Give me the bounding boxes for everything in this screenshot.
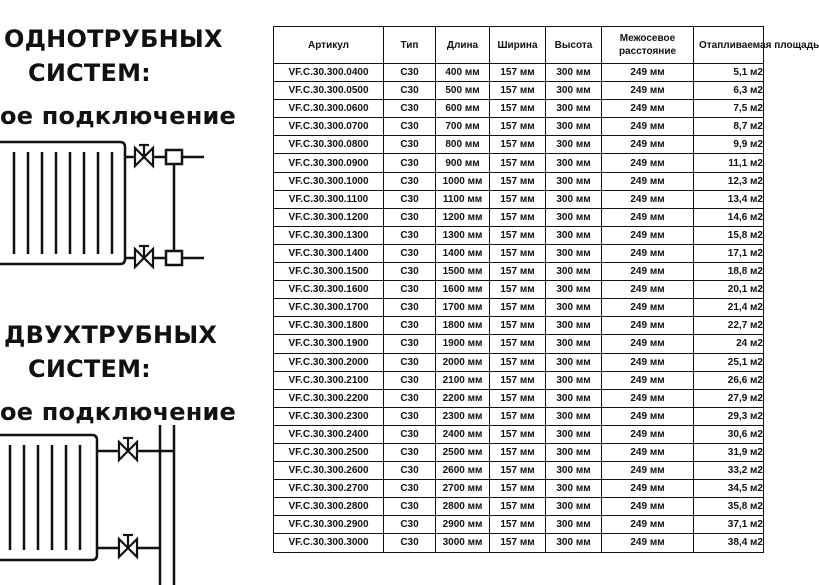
- length-cell: 2100 мм: [436, 371, 490, 389]
- connection-diagrams-panel: [0, 0, 270, 584]
- length-cell: 1600 мм: [436, 281, 490, 299]
- article-cell: VF.C.30.300.0900: [274, 154, 384, 172]
- article-cell: VF.C.30.300.3000: [274, 534, 384, 552]
- center-distance-cell: 249 мм: [602, 498, 694, 516]
- article-cell: VF.C.30.300.2000: [274, 353, 384, 371]
- width-cell: 157 мм: [490, 443, 546, 461]
- width-cell: 157 мм: [490, 498, 546, 516]
- center-distance-cell: 249 мм: [602, 407, 694, 425]
- article-cell: VF.C.30.300.1100: [274, 190, 384, 208]
- article-cell: VF.C.30.300.2200: [274, 389, 384, 407]
- article-cell: VF.C.30.300.1900: [274, 335, 384, 353]
- article-cell: VF.C.30.300.1000: [274, 172, 384, 190]
- height-cell: 300 мм: [546, 208, 602, 226]
- type-cell: C30: [384, 190, 436, 208]
- height-cell: 300 мм: [546, 172, 602, 190]
- section1-title-line2: СИСТЕМ:: [28, 59, 151, 87]
- height-cell: 300 мм: [546, 136, 602, 154]
- radiator-outline: [0, 435, 97, 560]
- width-cell: 157 мм: [490, 281, 546, 299]
- valve-icon: [135, 145, 153, 166]
- length-cell: 1700 мм: [436, 299, 490, 317]
- center-distance-cell: 249 мм: [602, 263, 694, 281]
- table-row: [274, 407, 764, 425]
- heated-area-cell: 17,1 м2: [694, 244, 764, 262]
- width-cell: 157 мм: [490, 407, 546, 425]
- table-row: [274, 498, 764, 516]
- type-cell: C30: [384, 64, 436, 82]
- length-cell: 1400 мм: [436, 244, 490, 262]
- width-cell: 157 мм: [490, 425, 546, 443]
- height-cell: 300 мм: [546, 498, 602, 516]
- table-row: [274, 190, 764, 208]
- center-distance-cell: 249 мм: [602, 371, 694, 389]
- center-distance-cell: 249 мм: [602, 353, 694, 371]
- center-distance-cell: 249 мм: [602, 281, 694, 299]
- center-distance-cell: 249 мм: [602, 480, 694, 498]
- section2-subtitle: ое подключение: [0, 398, 237, 426]
- type-cell: C30: [384, 299, 436, 317]
- radiator-fins: [14, 152, 112, 254]
- header-article: Артикул: [274, 27, 384, 64]
- radiator-outline: [0, 142, 125, 264]
- height-cell: 300 мм: [546, 118, 602, 136]
- heated-area-cell: 34,5 м2: [694, 480, 764, 498]
- single-pipe-connection-diagram: [0, 135, 270, 285]
- article-cell: VF.C.30.300.1700: [274, 299, 384, 317]
- center-distance-cell: 249 мм: [602, 118, 694, 136]
- heated-area-cell: 8,7 м2: [694, 118, 764, 136]
- height-cell: 300 мм: [546, 534, 602, 552]
- center-distance-cell: 249 мм: [602, 317, 694, 335]
- center-distance-cell: 249 мм: [602, 190, 694, 208]
- width-cell: 157 мм: [490, 190, 546, 208]
- length-cell: 1500 мм: [436, 263, 490, 281]
- height-cell: 300 мм: [546, 425, 602, 443]
- height-cell: 300 мм: [546, 100, 602, 118]
- table-header-row: [274, 27, 764, 64]
- width-cell: 157 мм: [490, 118, 546, 136]
- table-row: [274, 516, 764, 534]
- valve-icon: [135, 246, 153, 267]
- valve-icon: [119, 438, 137, 460]
- center-distance-cell: 249 мм: [602, 389, 694, 407]
- height-cell: 300 мм: [546, 443, 602, 461]
- type-cell: C30: [384, 534, 436, 552]
- length-cell: 2900 мм: [436, 516, 490, 534]
- section1-subtitle: ое подключение: [0, 102, 237, 130]
- article-cell: VF.C.30.300.1300: [274, 226, 384, 244]
- heated-area-cell: 22,7 м2: [694, 317, 764, 335]
- length-cell: 2300 мм: [436, 407, 490, 425]
- height-cell: 300 мм: [546, 281, 602, 299]
- table-row: [274, 226, 764, 244]
- header-center-distance: Межосевое расстояние: [602, 27, 694, 64]
- section1-title-line1: ОДНОТРУБНЫХ: [4, 25, 223, 53]
- type-cell: C30: [384, 244, 436, 262]
- article-cell: VF.C.30.300.1200: [274, 208, 384, 226]
- section2-title-line1: ДВУХТРУБНЫХ: [4, 321, 218, 349]
- type-cell: C30: [384, 100, 436, 118]
- header-width: Ширина: [490, 27, 546, 64]
- width-cell: 157 мм: [490, 389, 546, 407]
- width-cell: 157 мм: [490, 136, 546, 154]
- width-cell: 157 мм: [490, 299, 546, 317]
- header-length: Длина: [436, 27, 490, 64]
- heated-area-cell: 9,9 м2: [694, 136, 764, 154]
- type-cell: C30: [384, 263, 436, 281]
- article-cell: VF.C.30.300.0800: [274, 136, 384, 154]
- table-row: [274, 64, 764, 82]
- heated-area-cell: 5,1 м2: [694, 64, 764, 82]
- length-cell: 1100 мм: [436, 190, 490, 208]
- type-cell: C30: [384, 498, 436, 516]
- article-cell: VF.C.30.300.1500: [274, 263, 384, 281]
- height-cell: 300 мм: [546, 64, 602, 82]
- length-cell: 1900 мм: [436, 335, 490, 353]
- heated-area-cell: 31,9 м2: [694, 443, 764, 461]
- type-cell: C30: [384, 353, 436, 371]
- section2-title-line2: СИСТЕМ:: [28, 355, 151, 383]
- heated-area-cell: 37,1 м2: [694, 516, 764, 534]
- article-cell: VF.C.30.300.2300: [274, 407, 384, 425]
- center-distance-cell: 249 мм: [602, 226, 694, 244]
- article-cell: VF.C.30.300.0600: [274, 100, 384, 118]
- article-cell: VF.C.30.300.0700: [274, 118, 384, 136]
- width-cell: 157 мм: [490, 82, 546, 100]
- heated-area-cell: 14,6 м2: [694, 208, 764, 226]
- width-cell: 157 мм: [490, 317, 546, 335]
- two-pipe-connection-diagram: [0, 425, 270, 585]
- heated-area-cell: 7,5 м2: [694, 100, 764, 118]
- width-cell: 157 мм: [490, 154, 546, 172]
- type-cell: C30: [384, 118, 436, 136]
- width-cell: 157 мм: [490, 335, 546, 353]
- article-cell: VF.C.30.300.0500: [274, 82, 384, 100]
- type-cell: C30: [384, 371, 436, 389]
- article-cell: VF.C.30.300.2800: [274, 498, 384, 516]
- center-distance-cell: 249 мм: [602, 462, 694, 480]
- width-cell: 157 мм: [490, 226, 546, 244]
- height-cell: 300 мм: [546, 335, 602, 353]
- height-cell: 300 мм: [546, 82, 602, 100]
- table-row: [274, 263, 764, 281]
- heated-area-cell: 27,9 м2: [694, 389, 764, 407]
- type-cell: C30: [384, 335, 436, 353]
- heated-area-cell: 11,1 м2: [694, 154, 764, 172]
- type-cell: C30: [384, 425, 436, 443]
- center-distance-cell: 249 мм: [602, 136, 694, 154]
- article-cell: VF.C.30.300.2900: [274, 516, 384, 534]
- heated-area-cell: 24 м2: [694, 335, 764, 353]
- table-row: [274, 443, 764, 461]
- length-cell: 2400 мм: [436, 425, 490, 443]
- heated-area-cell: 6,3 м2: [694, 82, 764, 100]
- type-cell: C30: [384, 462, 436, 480]
- length-cell: 1800 мм: [436, 317, 490, 335]
- center-distance-cell: 249 мм: [602, 443, 694, 461]
- article-cell: VF.C.30.300.2700: [274, 480, 384, 498]
- table-row: [274, 118, 764, 136]
- type-cell: C30: [384, 480, 436, 498]
- length-cell: 3000 мм: [436, 534, 490, 552]
- article-cell: VF.C.30.300.2400: [274, 425, 384, 443]
- table-row: [274, 82, 764, 100]
- length-cell: 1200 мм: [436, 208, 490, 226]
- length-cell: 400 мм: [436, 64, 490, 82]
- table-row: [274, 335, 764, 353]
- type-cell: C30: [384, 281, 436, 299]
- height-cell: 300 мм: [546, 371, 602, 389]
- article-cell: VF.C.30.300.2500: [274, 443, 384, 461]
- table-row: [274, 299, 764, 317]
- heated-area-cell: 18,8 м2: [694, 263, 764, 281]
- length-cell: 800 мм: [436, 136, 490, 154]
- type-cell: C30: [384, 172, 436, 190]
- heated-area-cell: 12,3 м2: [694, 172, 764, 190]
- table-row: [274, 208, 764, 226]
- width-cell: 157 мм: [490, 534, 546, 552]
- type-cell: C30: [384, 226, 436, 244]
- width-cell: 157 мм: [490, 100, 546, 118]
- width-cell: 157 мм: [490, 244, 546, 262]
- type-cell: C30: [384, 208, 436, 226]
- center-distance-cell: 249 мм: [602, 154, 694, 172]
- center-distance-cell: 249 мм: [602, 335, 694, 353]
- length-cell: 2600 мм: [436, 462, 490, 480]
- heated-area-cell: 25,1 м2: [694, 353, 764, 371]
- article-cell: VF.C.30.300.2600: [274, 462, 384, 480]
- radiator-fins: [10, 445, 80, 550]
- article-cell: VF.C.30.300.0400: [274, 64, 384, 82]
- width-cell: 157 мм: [490, 371, 546, 389]
- height-cell: 300 мм: [546, 154, 602, 172]
- header-type: Тип: [384, 27, 436, 64]
- height-cell: 300 мм: [546, 190, 602, 208]
- table-row: [274, 317, 764, 335]
- length-cell: 2800 мм: [436, 498, 490, 516]
- length-cell: 1000 мм: [436, 172, 490, 190]
- width-cell: 157 мм: [490, 172, 546, 190]
- length-cell: 500 мм: [436, 82, 490, 100]
- type-cell: C30: [384, 389, 436, 407]
- table-body: [274, 64, 764, 553]
- length-cell: 2500 мм: [436, 443, 490, 461]
- valve-icon: [119, 535, 137, 557]
- table-row: [274, 154, 764, 172]
- width-cell: 157 мм: [490, 353, 546, 371]
- type-cell: C30: [384, 516, 436, 534]
- article-cell: VF.C.30.300.1800: [274, 317, 384, 335]
- table-row: [274, 480, 764, 498]
- length-cell: 2700 мм: [436, 480, 490, 498]
- table-row: [274, 100, 764, 118]
- header-heated-area: Отапливаемая площадь: [694, 27, 764, 64]
- height-cell: 300 мм: [546, 480, 602, 498]
- length-cell: 600 мм: [436, 100, 490, 118]
- table-row: [274, 389, 764, 407]
- center-distance-cell: 249 мм: [602, 208, 694, 226]
- center-distance-cell: 249 мм: [602, 64, 694, 82]
- height-cell: 300 мм: [546, 516, 602, 534]
- length-cell: 700 мм: [436, 118, 490, 136]
- table-row: [274, 534, 764, 552]
- height-cell: 300 мм: [546, 263, 602, 281]
- heated-area-cell: 20,1 м2: [694, 281, 764, 299]
- heated-area-cell: 29,3 м2: [694, 407, 764, 425]
- height-cell: 300 мм: [546, 353, 602, 371]
- article-cell: VF.C.30.300.1600: [274, 281, 384, 299]
- heated-area-cell: 35,8 м2: [694, 498, 764, 516]
- width-cell: 157 мм: [490, 462, 546, 480]
- center-distance-cell: 249 мм: [602, 82, 694, 100]
- type-cell: C30: [384, 136, 436, 154]
- width-cell: 157 мм: [490, 64, 546, 82]
- length-cell: 1300 мм: [436, 226, 490, 244]
- center-distance-cell: 249 мм: [602, 172, 694, 190]
- type-cell: C30: [384, 82, 436, 100]
- table-row: [274, 244, 764, 262]
- table-row: [274, 136, 764, 154]
- center-distance-cell: 249 мм: [602, 299, 694, 317]
- type-cell: C30: [384, 154, 436, 172]
- center-distance-cell: 249 мм: [602, 516, 694, 534]
- article-cell: VF.C.30.300.1400: [274, 244, 384, 262]
- header-height: Высота: [546, 27, 602, 64]
- specs-table-container: [273, 26, 819, 553]
- article-cell: VF.C.30.300.2100: [274, 371, 384, 389]
- heated-area-cell: 30,6 м2: [694, 425, 764, 443]
- width-cell: 157 мм: [490, 208, 546, 226]
- table-row: [274, 425, 764, 443]
- center-distance-cell: 249 мм: [602, 100, 694, 118]
- type-cell: C30: [384, 407, 436, 425]
- center-distance-cell: 249 мм: [602, 244, 694, 262]
- center-distance-cell: 249 мм: [602, 425, 694, 443]
- height-cell: 300 мм: [546, 226, 602, 244]
- length-cell: 2200 мм: [436, 389, 490, 407]
- table-row: [274, 371, 764, 389]
- heated-area-cell: 38,4 м2: [694, 534, 764, 552]
- height-cell: 300 мм: [546, 462, 602, 480]
- heated-area-cell: 26,6 м2: [694, 371, 764, 389]
- table-row: [274, 462, 764, 480]
- width-cell: 157 мм: [490, 516, 546, 534]
- height-cell: 300 мм: [546, 389, 602, 407]
- type-cell: C30: [384, 317, 436, 335]
- width-cell: 157 мм: [490, 480, 546, 498]
- table-row: [274, 281, 764, 299]
- heated-area-cell: 33,2 м2: [694, 462, 764, 480]
- radiator-specs-table: [273, 26, 819, 553]
- heated-area-cell: 21,4 м2: [694, 299, 764, 317]
- width-cell: 157 мм: [490, 263, 546, 281]
- heated-area-cell: 15,8 м2: [694, 226, 764, 244]
- height-cell: 300 мм: [546, 299, 602, 317]
- table-row: [274, 353, 764, 371]
- table-row: [274, 172, 764, 190]
- height-cell: 300 мм: [546, 317, 602, 335]
- height-cell: 300 мм: [546, 407, 602, 425]
- type-cell: C30: [384, 443, 436, 461]
- height-cell: 300 мм: [546, 244, 602, 262]
- center-distance-cell: 249 мм: [602, 534, 694, 552]
- length-cell: 2000 мм: [436, 353, 490, 371]
- length-cell: 900 мм: [436, 154, 490, 172]
- heated-area-cell: 13,4 м2: [694, 190, 764, 208]
